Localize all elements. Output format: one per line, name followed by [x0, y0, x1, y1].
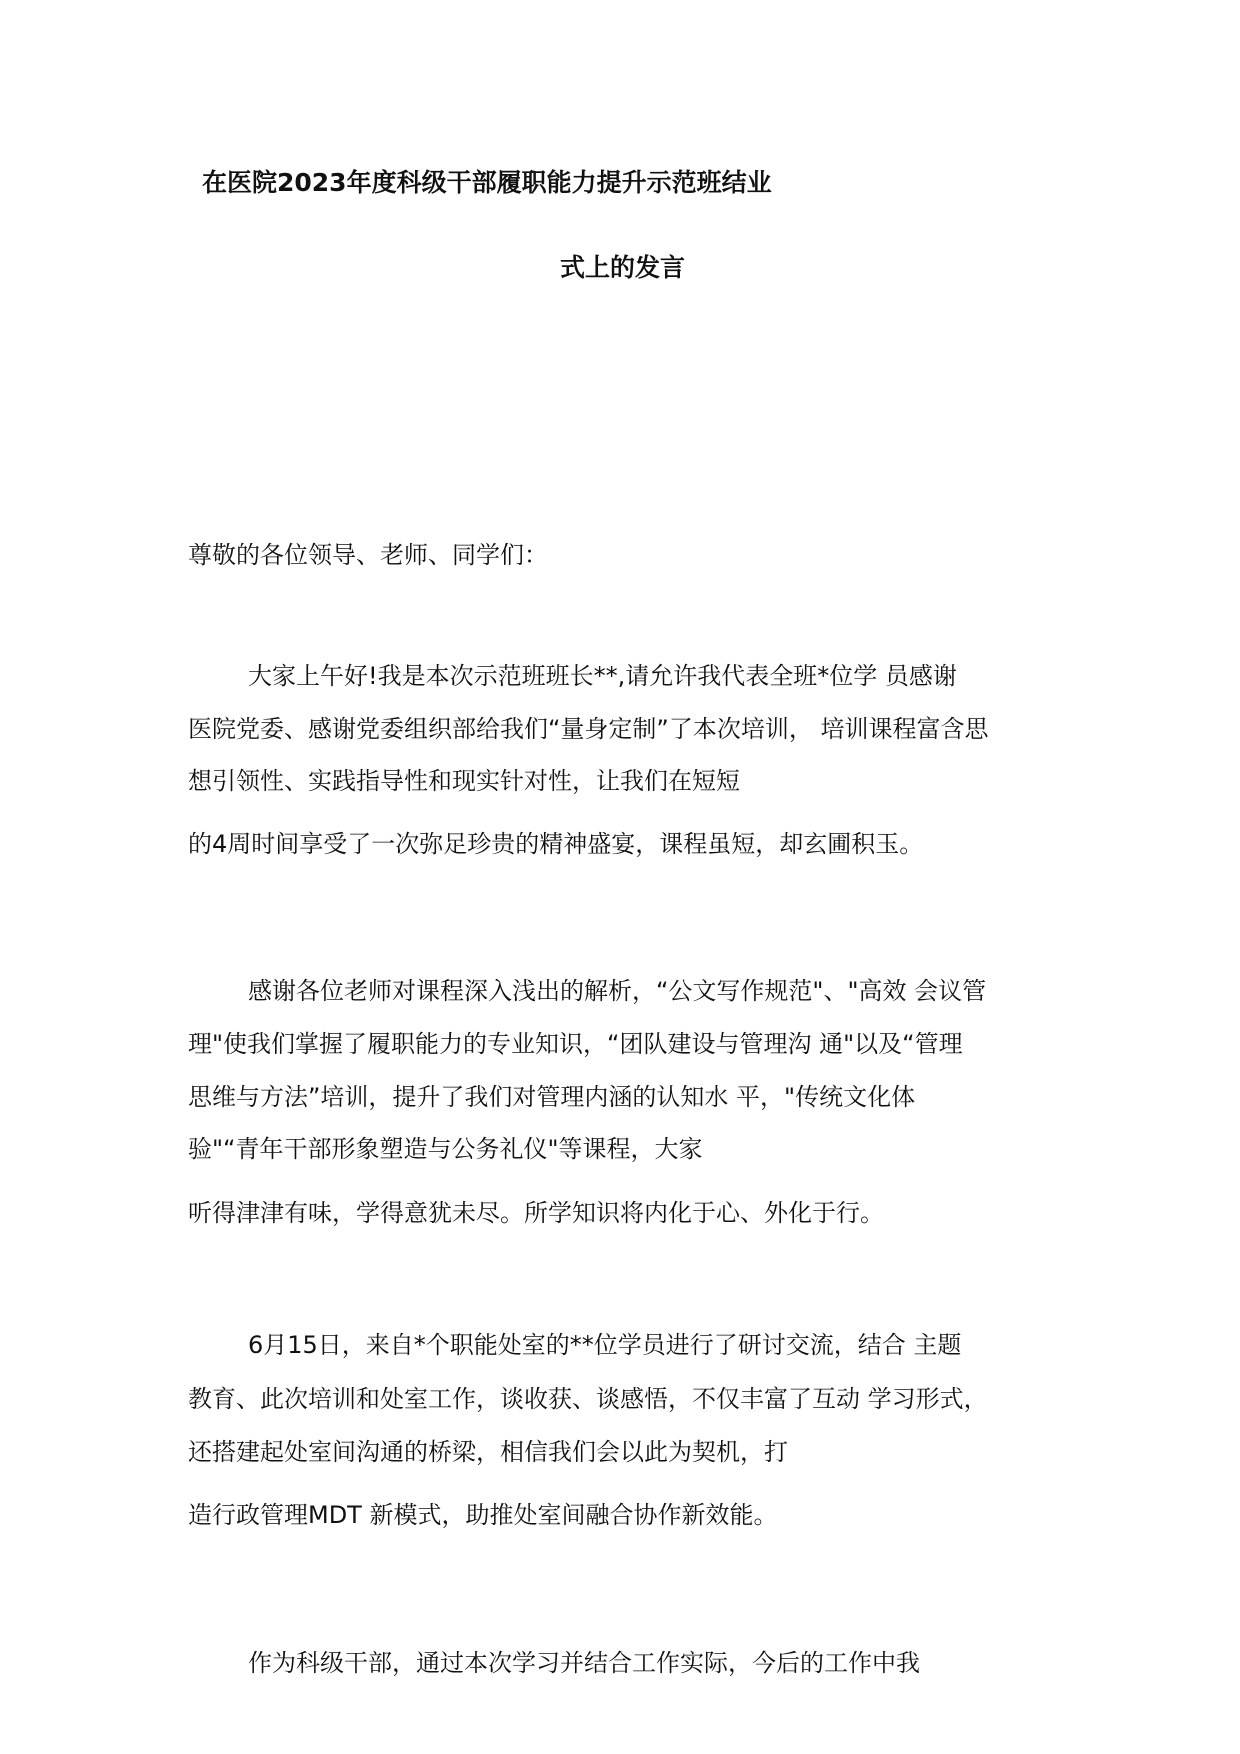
- paragraph-3-line-1: 6月15日，来自*个职能处室的**位学员进行了研讨交流，结合 主题: [248, 1331, 962, 1359]
- paragraph-2-line-2: 理"使我们掌握了履职能力的专业知识，“团队建设与管理沟 通"以及“管理: [188, 1030, 963, 1058]
- paragraph-3-line-3: 还搭建起处室间沟通的桥梁，相信我们会以此为契机，打: [188, 1438, 788, 1466]
- paragraph-4-line-1: 作为科级干部，通过本次学习并结合工作实际，今后的工作中我: [248, 1649, 920, 1677]
- paragraph-2-line-4: 验"“青年干部形象塑造与公务礼仪"等课程，大家: [188, 1135, 703, 1163]
- paragraph-3-line-4: 造行政管理MDT 新模式，助推处室间融合协作新效能。: [188, 1501, 778, 1529]
- document-title-line-1: 在医院2023年度科级干部履职能力提升示范班结业: [202, 168, 772, 197]
- paragraph-2-line-3: 思维与方法”培训，提升了我们对管理内涵的认知水 平，"传统文化体: [188, 1083, 916, 1111]
- paragraph-1-line-1: 大家上午好!我是本次示范班班长**,请允许我代表全班*位学 员感谢: [248, 662, 957, 690]
- paragraph-1-line-2: 医院党委、感谢党委组织部给我们“量身定制”了本次培训， 培训课程富含思: [188, 715, 989, 743]
- paragraph-2-line-1: 感谢各位老师对课程深入浅出的解析，“公文写作规范"、"高效 会议管: [248, 977, 987, 1005]
- salutation: 尊敬的各位领导、老师、同学们：: [188, 541, 548, 569]
- paragraph-2-line-5: 听得津津有味，学得意犹未尽。所学知识将内化于心、外化于行。: [188, 1199, 884, 1227]
- paragraph-1-line-4: 的4周时间享受了一次弥足珍贵的精神盛宴，课程虽短，却玄圃积玉。: [188, 830, 924, 858]
- document-title-line-2: 式上的发言: [560, 253, 686, 282]
- paragraph-3-line-2: 教育、此次培训和处室工作，谈收获、谈感悟，不仅丰富了互动 学习形式，: [188, 1385, 988, 1413]
- paragraph-1-line-3: 想引领性、实践指导性和现实针对性，让我们在短短: [188, 767, 740, 795]
